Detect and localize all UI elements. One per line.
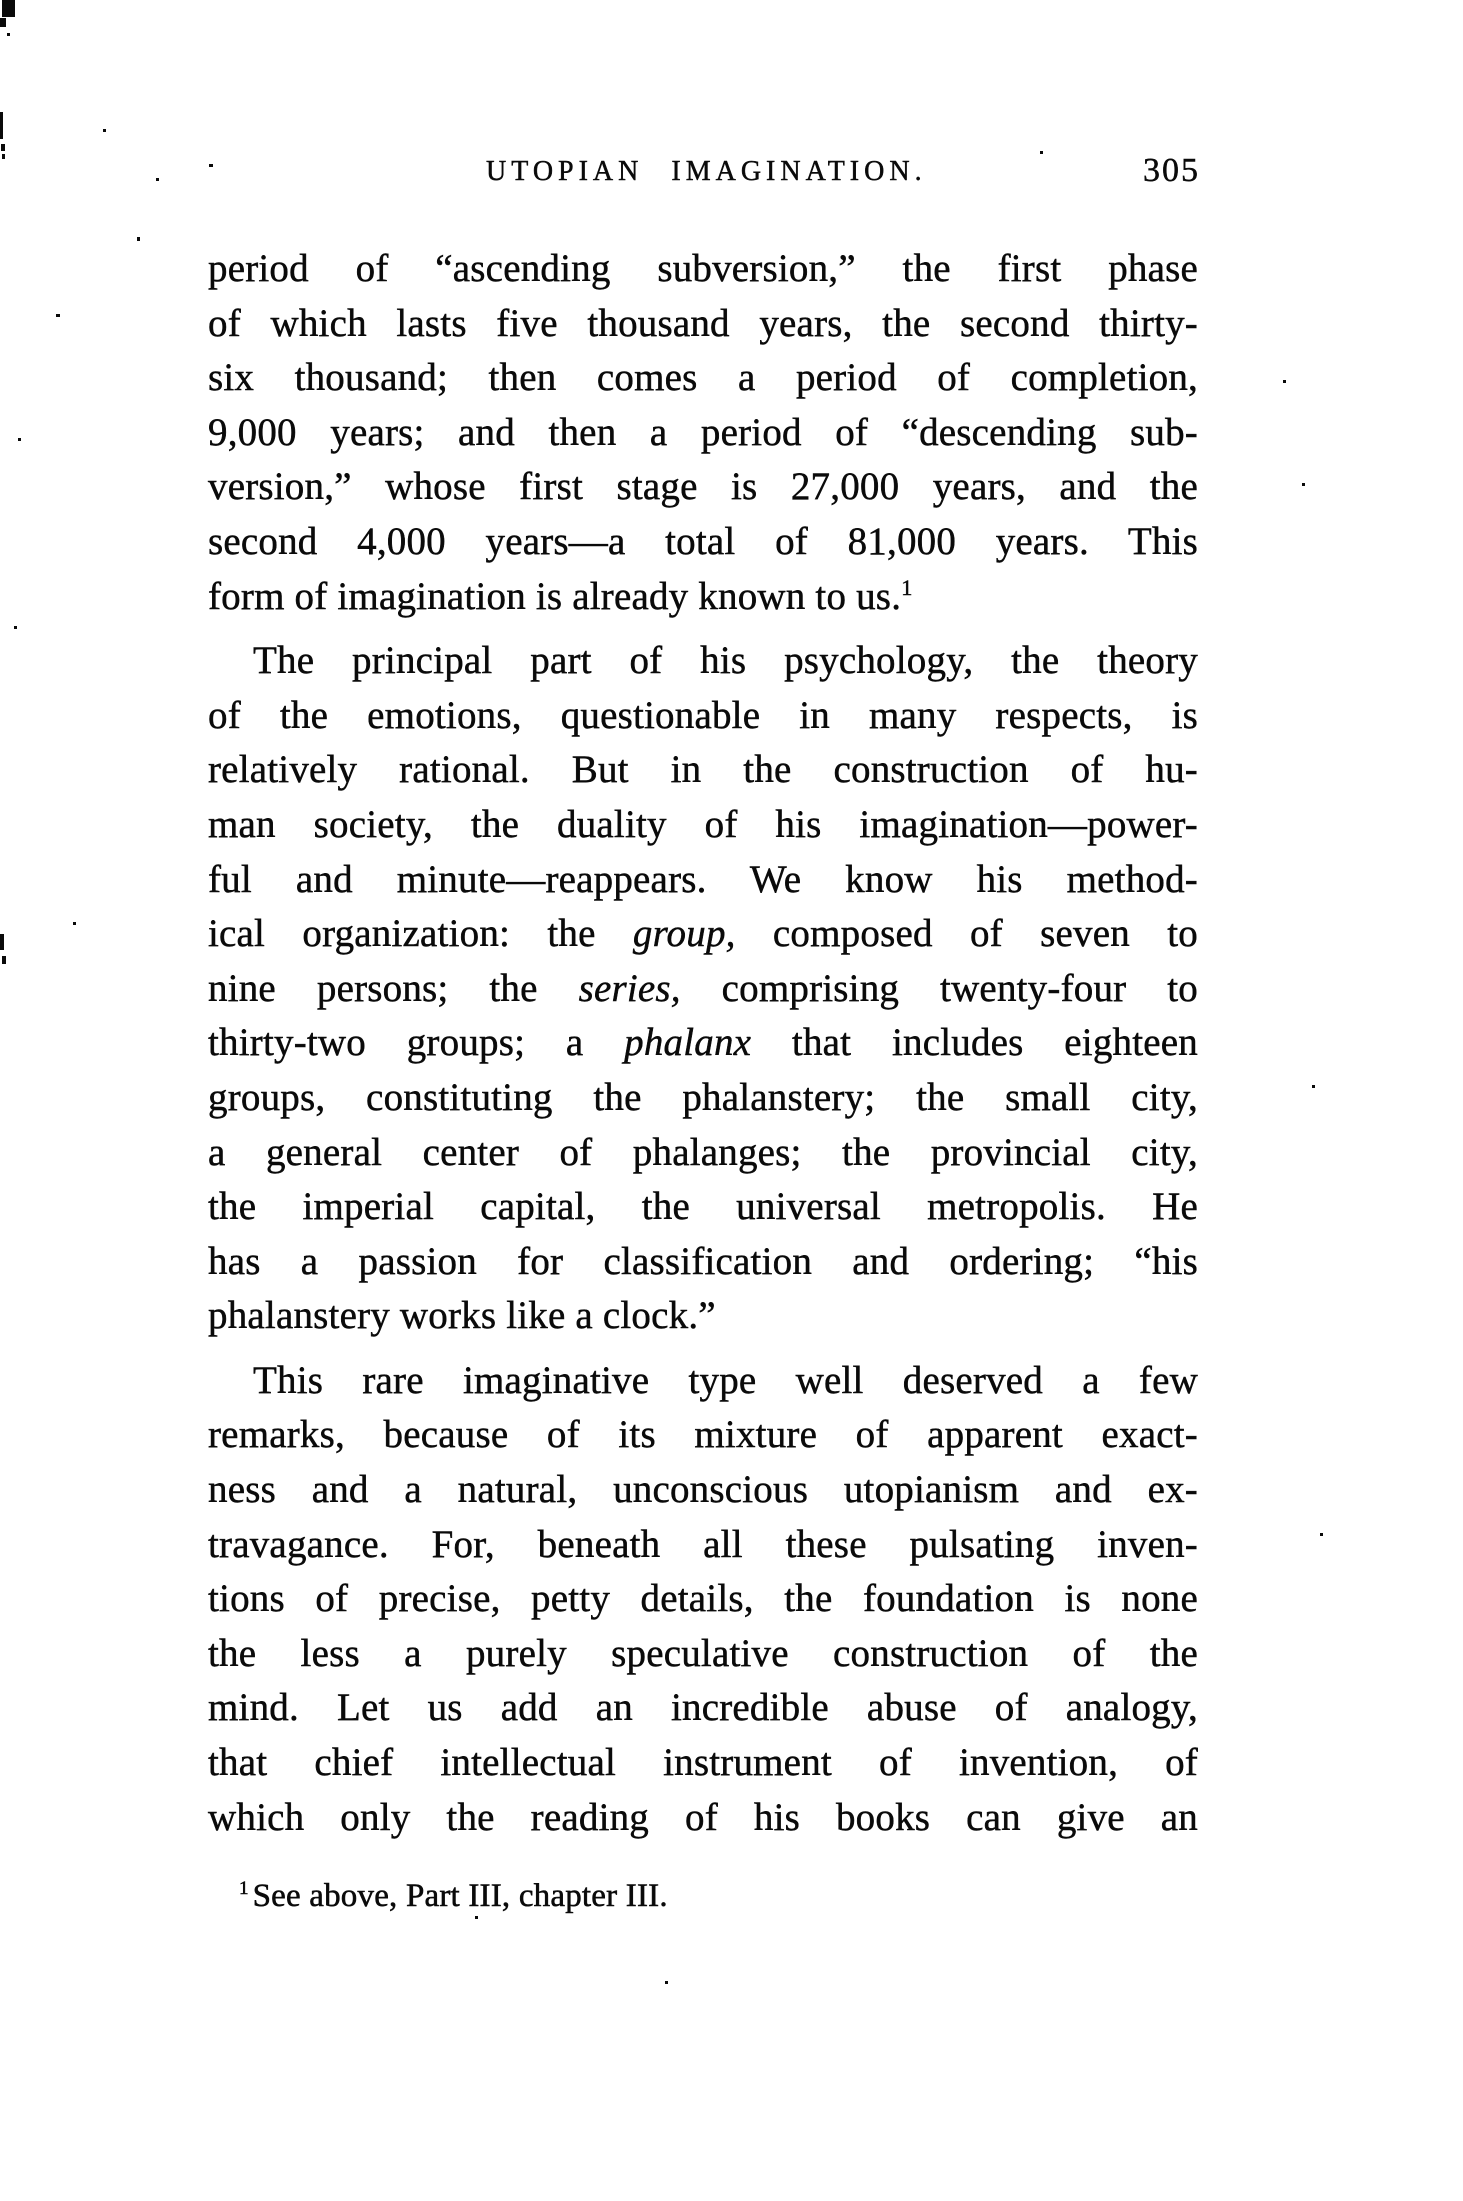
text-line: has a passion for classification and ordering; “his — [208, 1239, 1198, 1283]
scan-speck — [2, 154, 5, 159]
text-line: This rare imaginative type well deserved a few — [253, 1358, 1198, 1402]
footnote-reference: 1 — [901, 574, 913, 600]
text-line: relatively rational. But in the construction of hu- — [208, 748, 1198, 792]
text-line: ness and a natural, unconscious utopianism and ex- — [208, 1468, 1198, 1512]
scan-speck — [156, 178, 159, 181]
scan-speck — [14, 626, 17, 629]
scan-speck — [2, 956, 6, 964]
italic-term-group: group, — [632, 912, 736, 956]
scan-speck — [1302, 483, 1305, 486]
scan-speck — [0, 934, 4, 950]
text-segment: comprising twenty-four to — [680, 966, 1198, 1010]
paragraph-1 — [208, 242, 1198, 624]
scan-speck — [1, 144, 5, 151]
text-line: phalanstery works like a clock.” — [208, 1294, 716, 1338]
text-line: the less a purely speculative construction of the — [208, 1631, 1198, 1675]
scan-speck — [1320, 1533, 1323, 1536]
text-line: of which lasts five thousand years, the second thirty- — [208, 301, 1198, 345]
scan-speck — [137, 237, 140, 241]
text-line: version,” whose first stage is 27,000 years, and the — [208, 465, 1198, 509]
text-line: that chief intellectual instrument of invention, of — [208, 1741, 1198, 1785]
scan-speck — [209, 164, 213, 167]
text-segment: composed of seven to — [735, 912, 1198, 956]
text-line — [208, 570, 1198, 625]
scan-speck — [18, 438, 21, 441]
text-line — [208, 907, 1198, 962]
corner-mark — [2, 0, 15, 17]
scan-speck — [1312, 1085, 1315, 1088]
scan-speck — [7, 33, 10, 36]
text-line: mind. Let us add an incredible abuse of analogy, — [208, 1686, 1198, 1730]
footnote — [239, 1876, 668, 1916]
text-line: 9,000 years; and then a period of “descending sub- — [208, 410, 1198, 454]
text-line: tions of precise, petty details, the foundation is none — [208, 1577, 1198, 1621]
scan-speck — [1283, 380, 1286, 383]
text-line: a general center of phalanges; the provincial city, — [208, 1130, 1198, 1174]
text-segment: form of imagination is already known to us. — [208, 574, 902, 618]
text-line: period of “ascending subversion,” the first phase — [208, 247, 1198, 290]
footnote-text: See above, Part III, chapter III. — [252, 1878, 668, 1914]
scan-speck — [103, 129, 106, 132]
scan-speck — [0, 18, 6, 27]
scan-speck — [56, 314, 60, 317]
text-segment: that includes eighteen — [751, 1021, 1198, 1065]
page-number: 305 — [1143, 152, 1200, 189]
text-line — [208, 962, 1198, 1017]
text-line: man society, the duality of his imagination—power- — [208, 802, 1198, 846]
scan-speck — [73, 922, 76, 925]
italic-term-phalanx: phalanx — [624, 1021, 752, 1065]
text-line: ful and minute—reappears. We know his method- — [208, 857, 1198, 901]
text-line: which only the reading of his books can give an — [208, 1795, 1198, 1839]
footnote-marker: 1 — [239, 1878, 249, 1899]
paragraph-2 — [208, 634, 1198, 1344]
body-text — [208, 242, 1198, 1845]
text-line: The principal part of his psychology, the theory — [253, 639, 1198, 683]
text-segment: thirty-two groups; a — [208, 1021, 625, 1065]
text-segment: nine persons; the — [208, 966, 579, 1010]
scan-speck — [0, 112, 3, 139]
scan-speck — [665, 1981, 668, 1984]
scan-speck — [475, 1916, 478, 1919]
text-line: travagance. For, beneath all these pulsating inven- — [208, 1522, 1198, 1566]
text-line: remarks, because of its mixture of apparent exact- — [208, 1413, 1198, 1457]
running-header-title: UTOPIAN IMAGINATION. — [486, 156, 927, 187]
scan-speck — [1040, 151, 1043, 154]
text-line: second 4,000 years—a total of 81,000 years. This — [208, 519, 1198, 563]
text-line: six thousand; then comes a period of completion, — [208, 356, 1198, 400]
text-line — [208, 1016, 1198, 1071]
text-line: groups, constituting the phalanstery; the small city, — [208, 1075, 1198, 1119]
text-line: the imperial capital, the universal metropolis. He — [208, 1185, 1198, 1229]
italic-term-series: series, — [578, 966, 681, 1010]
text-segment: ical organization: the — [208, 912, 633, 956]
paragraph-3 — [208, 1354, 1198, 1845]
text-line: of the emotions, questionable in many respects, is — [208, 693, 1198, 737]
